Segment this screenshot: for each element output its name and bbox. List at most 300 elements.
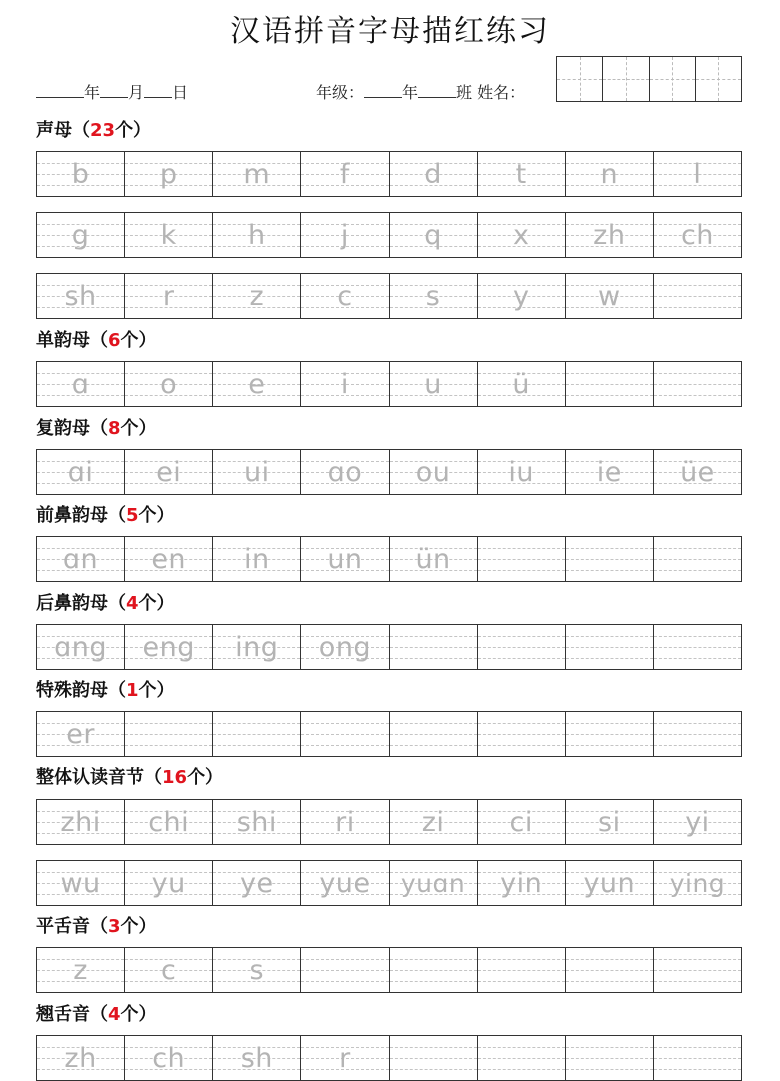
section-unit: 个） — [120, 916, 157, 937]
year-label: 年 — [84, 83, 101, 102]
section-title — [36, 916, 157, 938]
guide-line — [478, 548, 565, 549]
guide-line — [566, 570, 653, 571]
writing-cell[interactable] — [478, 712, 566, 756]
writing-cell[interactable] — [301, 861, 389, 905]
writing-cell[interactable] — [37, 625, 125, 669]
year-blank[interactable] — [36, 83, 84, 98]
pinyin-trace-text: ch — [680, 219, 714, 251]
writing-cell[interactable] — [301, 948, 389, 992]
guide-line — [125, 723, 212, 724]
writing-cell[interactable] — [654, 450, 741, 494]
writing-cell[interactable] — [654, 712, 741, 756]
writing-cell[interactable] — [37, 948, 125, 992]
grade-line — [316, 80, 525, 103]
writing-cell[interactable] — [390, 1036, 478, 1080]
writing-row — [36, 273, 742, 319]
section-title — [36, 1004, 157, 1026]
writing-cell[interactable] — [37, 450, 125, 494]
name-writing-box[interactable] — [556, 56, 742, 102]
writing-cell[interactable] — [213, 152, 301, 196]
section-title — [36, 120, 151, 142]
pinyin-trace-text: ün — [415, 543, 451, 575]
writing-cell[interactable] — [125, 362, 213, 406]
writing-cell[interactable] — [390, 450, 478, 494]
guide-line — [566, 658, 653, 659]
section-unit: 个） — [138, 680, 175, 701]
writing-cell[interactable] — [566, 450, 654, 494]
pinyin-trace-text: en — [151, 543, 187, 575]
writing-cell[interactable] — [301, 152, 389, 196]
writing-cell[interactable] — [478, 450, 566, 494]
writing-cell[interactable] — [213, 861, 301, 905]
guide-line — [125, 734, 212, 735]
month-label: 月 — [128, 83, 145, 102]
guide-line — [301, 734, 388, 735]
section-title — [36, 680, 175, 702]
writing-cell[interactable] — [566, 800, 654, 844]
writing-cell[interactable] — [654, 1036, 741, 1080]
guide-line — [390, 636, 477, 637]
guide-line — [566, 1058, 653, 1059]
guide-line — [213, 723, 300, 724]
writing-cell[interactable] — [125, 213, 213, 257]
section-unit: 个） — [115, 120, 152, 141]
writing-cell[interactable] — [213, 712, 301, 756]
writing-cell[interactable] — [125, 800, 213, 844]
writing-cell[interactable] — [478, 152, 566, 196]
writing-cell[interactable] — [125, 1036, 213, 1080]
writing-cell[interactable] — [566, 1036, 654, 1080]
pinyin-trace-text: ong — [318, 631, 372, 663]
writing-cell[interactable] — [390, 362, 478, 406]
guide-line — [654, 570, 741, 571]
guide-line — [566, 559, 653, 560]
pinyin-trace-text: ɑn — [62, 543, 99, 575]
section-count: 3 — [108, 916, 121, 937]
guide-line — [566, 636, 653, 637]
writing-cell[interactable] — [213, 948, 301, 992]
writing-cell[interactable] — [566, 152, 654, 196]
pinyin-trace-text: b — [71, 158, 90, 190]
pinyin-trace-text: f — [339, 158, 350, 190]
pinyin-trace-text: zh — [64, 1042, 97, 1074]
guide-line — [390, 723, 477, 724]
guide-line — [301, 981, 388, 982]
guide-line — [478, 559, 565, 560]
pinyin-trace-text: chi — [148, 806, 190, 838]
pinyin-trace-text: i — [340, 368, 349, 400]
guide-line — [301, 959, 388, 960]
guide-line — [654, 723, 741, 724]
section-name: 平舌音 — [36, 916, 90, 937]
writing-cell[interactable] — [478, 213, 566, 257]
section-paren: （ — [90, 330, 108, 351]
writing-cell[interactable] — [301, 625, 389, 669]
section-title — [36, 767, 223, 789]
writing-row — [36, 711, 742, 757]
writing-cell[interactable] — [566, 213, 654, 257]
writing-cell[interactable] — [301, 362, 389, 406]
guide-line — [390, 658, 477, 659]
writing-cell[interactable] — [390, 861, 478, 905]
writing-cell[interactable] — [566, 625, 654, 669]
writing-row — [36, 799, 742, 845]
guide-line — [654, 559, 741, 560]
writing-cell[interactable] — [478, 362, 566, 406]
section-count: 23 — [90, 120, 116, 141]
section-paren: （ — [90, 418, 108, 439]
month-blank[interactable] — [100, 83, 128, 98]
writing-cell[interactable] — [301, 450, 389, 494]
guide-line — [478, 1047, 565, 1048]
writing-cell[interactable] — [654, 861, 741, 905]
pinyin-trace-text: ch — [152, 1042, 186, 1074]
pinyin-trace-text: sh — [240, 1042, 273, 1074]
day-label: 日 — [172, 83, 189, 102]
pinyin-trace-text: x — [512, 219, 530, 251]
pinyin-trace-text: yue — [319, 867, 371, 899]
section-unit: 个） — [138, 505, 175, 526]
writing-cell[interactable] — [390, 712, 478, 756]
name-cell[interactable] — [650, 57, 696, 101]
pinyin-trace-text: zi — [421, 806, 445, 838]
pinyin-trace-text: ie — [596, 456, 622, 488]
pinyin-trace-text: shi — [236, 806, 277, 838]
writing-cell[interactable] — [654, 537, 741, 581]
writing-cell[interactable] — [37, 712, 125, 756]
writing-row — [36, 947, 742, 993]
date-line — [36, 80, 188, 103]
writing-row — [36, 1035, 742, 1081]
guide-line — [566, 395, 653, 396]
guide-line — [654, 296, 741, 297]
writing-cell[interactable] — [37, 800, 125, 844]
writing-cell[interactable] — [566, 274, 654, 318]
pinyin-trace-text: ci — [509, 806, 533, 838]
guide-line — [390, 1069, 477, 1070]
writing-cell[interactable] — [37, 362, 125, 406]
guide-line — [390, 647, 477, 648]
name-cell[interactable] — [696, 57, 741, 101]
writing-cell[interactable] — [654, 800, 741, 844]
page-title: 汉语拼音字母描红练习 — [230, 14, 550, 49]
writing-cell[interactable] — [125, 861, 213, 905]
section-unit: 个） — [120, 1004, 157, 1025]
guide-line — [566, 734, 653, 735]
pinyin-trace-text: s — [425, 280, 441, 312]
pinyin-trace-text: si — [598, 806, 621, 838]
pinyin-trace-text: y — [512, 280, 530, 312]
pinyin-trace-text: un — [327, 543, 363, 575]
section-count: 1 — [126, 680, 139, 701]
writing-cell[interactable] — [125, 537, 213, 581]
writing-cell[interactable] — [390, 537, 478, 581]
writing-cell[interactable] — [390, 213, 478, 257]
writing-row — [36, 860, 742, 906]
name-cell[interactable] — [603, 57, 649, 101]
writing-cell[interactable] — [654, 625, 741, 669]
pinyin-trace-text: n — [600, 158, 619, 190]
guide-line — [654, 384, 741, 385]
writing-cell[interactable] — [125, 450, 213, 494]
writing-cell[interactable] — [125, 274, 213, 318]
pinyin-trace-text: ye — [240, 867, 274, 899]
writing-cell[interactable] — [125, 712, 213, 756]
guide-line — [566, 981, 653, 982]
section-name: 特殊韵母 — [36, 680, 108, 701]
grade-year-label: 年 — [402, 83, 419, 102]
section-paren: （ — [144, 767, 162, 788]
guide-line — [566, 959, 653, 960]
writing-cell[interactable] — [37, 213, 125, 257]
pinyin-trace-text: üe — [680, 456, 715, 488]
guide-line — [478, 970, 565, 971]
guide-line — [654, 745, 741, 746]
writing-cell[interactable] — [390, 274, 478, 318]
writing-cell[interactable] — [654, 152, 741, 196]
day-blank[interactable] — [144, 83, 172, 98]
pinyin-trace-text: ɑi — [67, 456, 94, 488]
section-unit: 个） — [120, 330, 157, 351]
writing-cell[interactable] — [566, 712, 654, 756]
guide-line — [654, 548, 741, 549]
writing-cell[interactable] — [478, 625, 566, 669]
writing-cell[interactable] — [213, 274, 301, 318]
pinyin-trace-text: o — [160, 368, 178, 400]
grade-blank[interactable] — [364, 83, 402, 98]
pinyin-trace-text: c — [161, 954, 177, 986]
guide-line — [390, 981, 477, 982]
pinyin-trace-text: g — [71, 219, 90, 251]
section-name: 整体认读音节 — [36, 767, 144, 788]
guide-line — [390, 1058, 477, 1059]
section-paren: （ — [90, 1004, 108, 1025]
writing-cell[interactable] — [37, 1036, 125, 1080]
writing-cell[interactable] — [37, 537, 125, 581]
writing-row — [36, 624, 742, 670]
grade-label: 年级： — [316, 83, 365, 102]
pinyin-trace-text: ing — [235, 631, 279, 663]
pinyin-trace-text: d — [424, 158, 442, 190]
section-count: 6 — [108, 330, 121, 351]
pinyin-trace-text: ri — [335, 806, 355, 838]
guide-line — [478, 745, 565, 746]
guide-line — [654, 1058, 741, 1059]
guide-line — [654, 1047, 741, 1048]
pinyin-trace-text: zhi — [60, 806, 101, 838]
writing-cell[interactable] — [37, 152, 125, 196]
section-name: 后鼻韵母 — [36, 593, 108, 614]
guide-line — [478, 1058, 565, 1059]
writing-row — [36, 536, 742, 582]
section-title — [36, 505, 175, 527]
pinyin-trace-text: j — [340, 219, 349, 251]
pinyin-trace-text: in — [244, 543, 270, 575]
guide-line — [566, 548, 653, 549]
section-paren: （ — [108, 593, 126, 614]
pinyin-trace-text: u — [424, 368, 442, 400]
guide-line — [566, 970, 653, 971]
pinyin-trace-text: r — [162, 280, 175, 312]
writing-cell[interactable] — [654, 948, 741, 992]
pinyin-trace-text: yuɑn — [400, 868, 466, 898]
writing-cell[interactable] — [478, 1036, 566, 1080]
section-title — [36, 330, 157, 352]
pinyin-trace-text: m — [243, 158, 271, 190]
pinyin-trace-text: sh — [64, 280, 97, 312]
guide-line — [390, 959, 477, 960]
guide-line — [566, 745, 653, 746]
pinyin-trace-text: t — [515, 158, 527, 190]
section-unit: 个） — [138, 593, 175, 614]
writing-cell[interactable] — [478, 861, 566, 905]
writing-cell[interactable] — [478, 537, 566, 581]
pinyin-trace-text: ou — [415, 456, 451, 488]
pinyin-trace-text: h — [248, 219, 266, 251]
writing-cell[interactable] — [390, 948, 478, 992]
guide-line — [654, 981, 741, 982]
class-blank[interactable] — [418, 83, 456, 98]
guide-line — [478, 636, 565, 637]
guide-line — [478, 647, 565, 648]
writing-cell[interactable] — [213, 800, 301, 844]
guide-line — [213, 745, 300, 746]
section-name: 前鼻韵母 — [36, 505, 108, 526]
pinyin-trace-text: p — [159, 158, 178, 190]
writing-cell[interactable] — [213, 450, 301, 494]
pinyin-trace-text: ü — [512, 368, 530, 400]
name-cell[interactable] — [557, 57, 603, 101]
writing-cell[interactable] — [213, 362, 301, 406]
guide-line — [654, 307, 741, 308]
writing-cell[interactable] — [213, 1036, 301, 1080]
guide-line — [301, 970, 388, 971]
guide-line — [301, 745, 388, 746]
writing-row — [36, 361, 742, 407]
guide-line — [654, 959, 741, 960]
writing-cell[interactable] — [301, 1036, 389, 1080]
guide-line — [478, 959, 565, 960]
writing-cell[interactable] — [566, 537, 654, 581]
writing-cell[interactable] — [125, 948, 213, 992]
section-name: 翘舌音 — [36, 1004, 90, 1025]
pinyin-trace-text: er — [66, 718, 95, 750]
writing-cell[interactable] — [125, 152, 213, 196]
section-count: 4 — [108, 1004, 121, 1025]
writing-cell[interactable] — [566, 362, 654, 406]
pinyin-trace-text: s — [249, 954, 265, 986]
writing-cell[interactable] — [566, 861, 654, 905]
section-paren: （ — [108, 680, 126, 701]
pinyin-trace-text: yun — [583, 867, 636, 899]
guide-line — [478, 723, 565, 724]
pinyin-trace-text: z — [249, 280, 265, 312]
guide-line — [654, 395, 741, 396]
pinyin-trace-text: l — [693, 158, 702, 190]
section-title — [36, 418, 157, 440]
pinyin-trace-text: ui — [244, 456, 270, 488]
writing-cell[interactable] — [654, 274, 741, 318]
guide-line — [654, 1069, 741, 1070]
writing-cell[interactable] — [37, 274, 125, 318]
guide-line — [478, 734, 565, 735]
writing-cell[interactable] — [390, 800, 478, 844]
writing-cell[interactable] — [478, 948, 566, 992]
writing-cell[interactable] — [301, 537, 389, 581]
pinyin-trace-text: c — [337, 280, 353, 312]
guide-line — [125, 745, 212, 746]
writing-cell[interactable] — [37, 861, 125, 905]
writing-cell[interactable] — [301, 274, 389, 318]
pinyin-trace-text: yi — [685, 806, 710, 838]
writing-cell[interactable] — [390, 152, 478, 196]
guide-line — [390, 1047, 477, 1048]
writing-cell[interactable] — [654, 213, 741, 257]
pinyin-trace-text: yin — [500, 867, 543, 899]
section-count: 8 — [108, 418, 121, 439]
pinyin-trace-text: eng — [142, 631, 195, 663]
section-count: 5 — [126, 505, 139, 526]
writing-cell[interactable] — [478, 274, 566, 318]
writing-cell[interactable] — [125, 625, 213, 669]
writing-cell[interactable] — [213, 537, 301, 581]
pinyin-trace-text: w — [598, 280, 621, 312]
writing-row — [36, 151, 742, 197]
guide-line — [566, 723, 653, 724]
guide-line — [654, 636, 741, 637]
guide-line — [654, 734, 741, 735]
guide-line — [654, 373, 741, 374]
writing-cell[interactable] — [301, 213, 389, 257]
guide-line — [213, 734, 300, 735]
section-count: 4 — [126, 593, 139, 614]
writing-cell[interactable] — [390, 625, 478, 669]
section-name: 声母 — [36, 120, 72, 141]
section-unit: 个） — [187, 767, 224, 788]
pinyin-trace-text: ɑo — [327, 456, 363, 488]
guide-line — [566, 373, 653, 374]
pinyin-trace-text: ɑ — [71, 368, 90, 400]
guide-line — [390, 734, 477, 735]
guide-line — [566, 1047, 653, 1048]
writing-cell[interactable] — [301, 712, 389, 756]
writing-cell[interactable] — [213, 625, 301, 669]
guide-line — [478, 570, 565, 571]
writing-cell[interactable] — [566, 948, 654, 992]
section-paren: （ — [72, 120, 90, 141]
guide-line — [478, 1069, 565, 1070]
pinyin-trace-text: ei — [156, 456, 182, 488]
writing-cell[interactable] — [213, 213, 301, 257]
writing-cell[interactable] — [478, 800, 566, 844]
writing-cell[interactable] — [654, 362, 741, 406]
writing-cell[interactable] — [301, 800, 389, 844]
section-unit: 个） — [120, 418, 157, 439]
class-label: 班 — [456, 83, 473, 102]
guide-line — [478, 981, 565, 982]
guide-line — [390, 745, 477, 746]
pinyin-trace-text: iu — [508, 456, 534, 488]
section-title — [36, 593, 175, 615]
pinyin-trace-text: e — [248, 368, 266, 400]
section-name: 单韵母 — [36, 330, 90, 351]
pinyin-trace-text: z — [73, 954, 88, 986]
pinyin-trace-text: zh — [593, 219, 626, 251]
writing-row — [36, 212, 742, 258]
guide-line — [654, 285, 741, 286]
guide-line — [566, 1069, 653, 1070]
